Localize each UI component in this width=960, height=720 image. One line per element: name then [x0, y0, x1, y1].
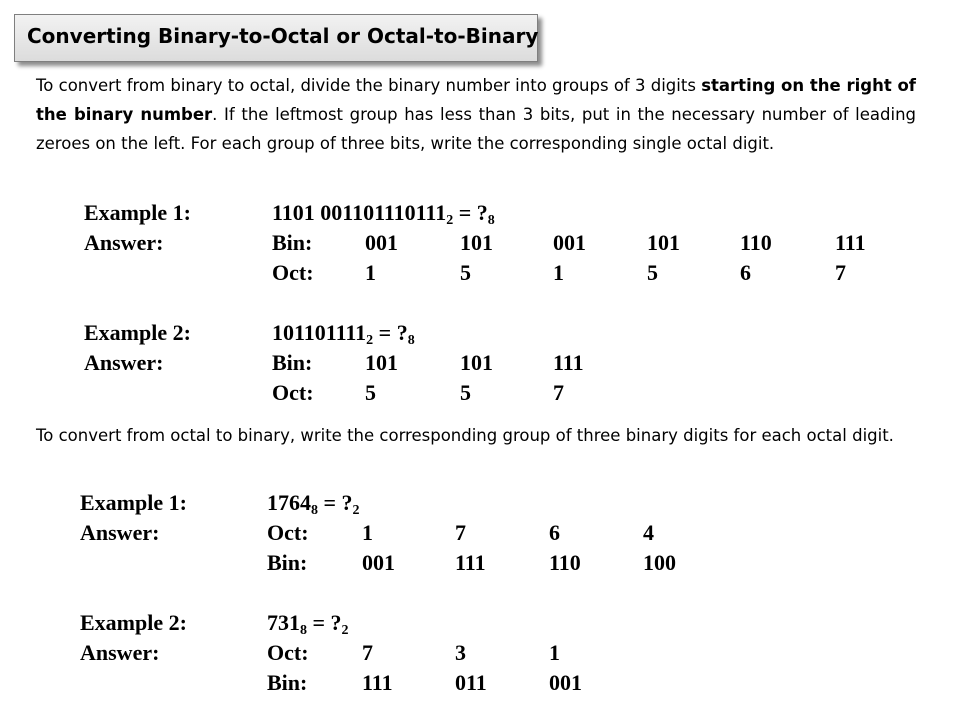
oct-row-label: Oct: — [267, 520, 309, 545]
bin-group: 001 — [365, 230, 398, 255]
bin-group: 110 — [549, 550, 581, 575]
oct-digit: 3 — [455, 640, 466, 665]
oct-digit: 1 — [553, 260, 564, 285]
octal-to-binary-paragraph: To convert from octal to binary, write the corresponding group of three binary digits for each octal digit. — [36, 426, 894, 445]
bin-row-label: Bin: — [267, 550, 308, 575]
oct-digit: 5 — [647, 260, 658, 285]
oct-digit: 7 — [835, 260, 846, 285]
example-label: Example 2: — [80, 610, 187, 635]
example-equation — [267, 488, 360, 518]
equation-number: 1764 — [267, 490, 311, 515]
bin-row-label: Bin: — [272, 230, 313, 255]
equation-base: 2 — [366, 333, 374, 348]
bin-group: 001 — [549, 670, 582, 695]
oct-row-label: Oct: — [272, 260, 314, 285]
oct-digit: 6 — [549, 520, 560, 545]
equation-target-base: 2 — [341, 623, 349, 638]
intro-paragraph — [36, 71, 916, 158]
equation-base: 2 — [446, 213, 454, 228]
oct-digit: 7 — [455, 520, 466, 545]
equation-equals: = ? — [373, 320, 408, 345]
intro-text-start: To convert from binary to octal, divide the binary number into groups of 3 digits — [36, 76, 702, 95]
bin-group: 111 — [553, 350, 584, 375]
oct-digit: 5 — [460, 260, 471, 285]
bin-group: 001 — [553, 230, 586, 255]
answer-label: Answer: — [84, 350, 164, 375]
oct-digit: 1 — [365, 260, 376, 285]
oct-digit: 7 — [362, 640, 373, 665]
example-equation — [272, 198, 495, 228]
bin-group: 001 — [362, 550, 395, 575]
oct-to-bin-example-2 — [80, 608, 900, 700]
oct-digit: 6 — [740, 260, 751, 285]
answer-label: Answer: — [80, 640, 160, 665]
oct-digit: 1 — [549, 640, 560, 665]
bin-group: 100 — [643, 550, 676, 575]
example-label: Example 1: — [84, 200, 191, 225]
equation-base: 8 — [300, 623, 307, 638]
bin-group: 101 — [647, 230, 680, 255]
oct-digit: 7 — [553, 380, 564, 405]
equation-number: 1101 001101110111 — [272, 200, 447, 225]
bin-group: 101 — [460, 230, 493, 255]
example-label: Example 2: — [84, 320, 191, 345]
bin-row-label: Bin: — [267, 670, 308, 695]
bin-group: 110 — [740, 230, 772, 255]
oct-row-label: Oct: — [272, 380, 314, 405]
equation-number: 731 — [267, 610, 300, 635]
oct-digit: 1 — [362, 520, 373, 545]
example-equation — [272, 318, 415, 348]
bin-group: 111 — [835, 230, 866, 255]
intro-text-bold: starting on the right of the binary number — [36, 76, 916, 124]
bin-group: 101 — [365, 350, 398, 375]
bin-group: 101 — [460, 350, 493, 375]
equation-equals: = ? — [318, 490, 353, 515]
slide-title: Converting Binary-to-Octal or Octal-to-Binary — [27, 24, 539, 48]
answer-label: Answer: — [80, 520, 160, 545]
equation-equals: = ? — [453, 200, 488, 225]
oct-digit: 5 — [365, 380, 376, 405]
intro-text-end: . If the leftmost group has less than 3 bits, put in the necessary number of leading zeroes on the left. For each group of three bits, write the corresponding single octal digit. — [36, 105, 916, 153]
bin-group: 011 — [455, 670, 487, 695]
bin-group: 111 — [362, 670, 393, 695]
title-box — [14, 14, 538, 62]
oct-digit: 4 — [643, 520, 654, 545]
equation-base: 8 — [311, 503, 318, 518]
bin-row-label: Bin: — [272, 350, 313, 375]
answer-label: Answer: — [84, 230, 164, 255]
equation-target-base: 2 — [352, 503, 360, 518]
bin-group: 111 — [455, 550, 486, 575]
bin-to-oct-example-2 — [84, 318, 904, 410]
equation-number: 101101111 — [272, 320, 367, 345]
equation-target-base: 8 — [407, 333, 415, 348]
oct-to-bin-example-1 — [80, 488, 900, 580]
bin-to-oct-example-1 — [84, 198, 904, 290]
example-equation — [267, 608, 349, 638]
equation-target-base: 8 — [487, 213, 495, 228]
example-label: Example 1: — [80, 490, 187, 515]
equation-equals: = ? — [307, 610, 342, 635]
oct-digit: 5 — [460, 380, 471, 405]
oct-row-label: Oct: — [267, 640, 309, 665]
